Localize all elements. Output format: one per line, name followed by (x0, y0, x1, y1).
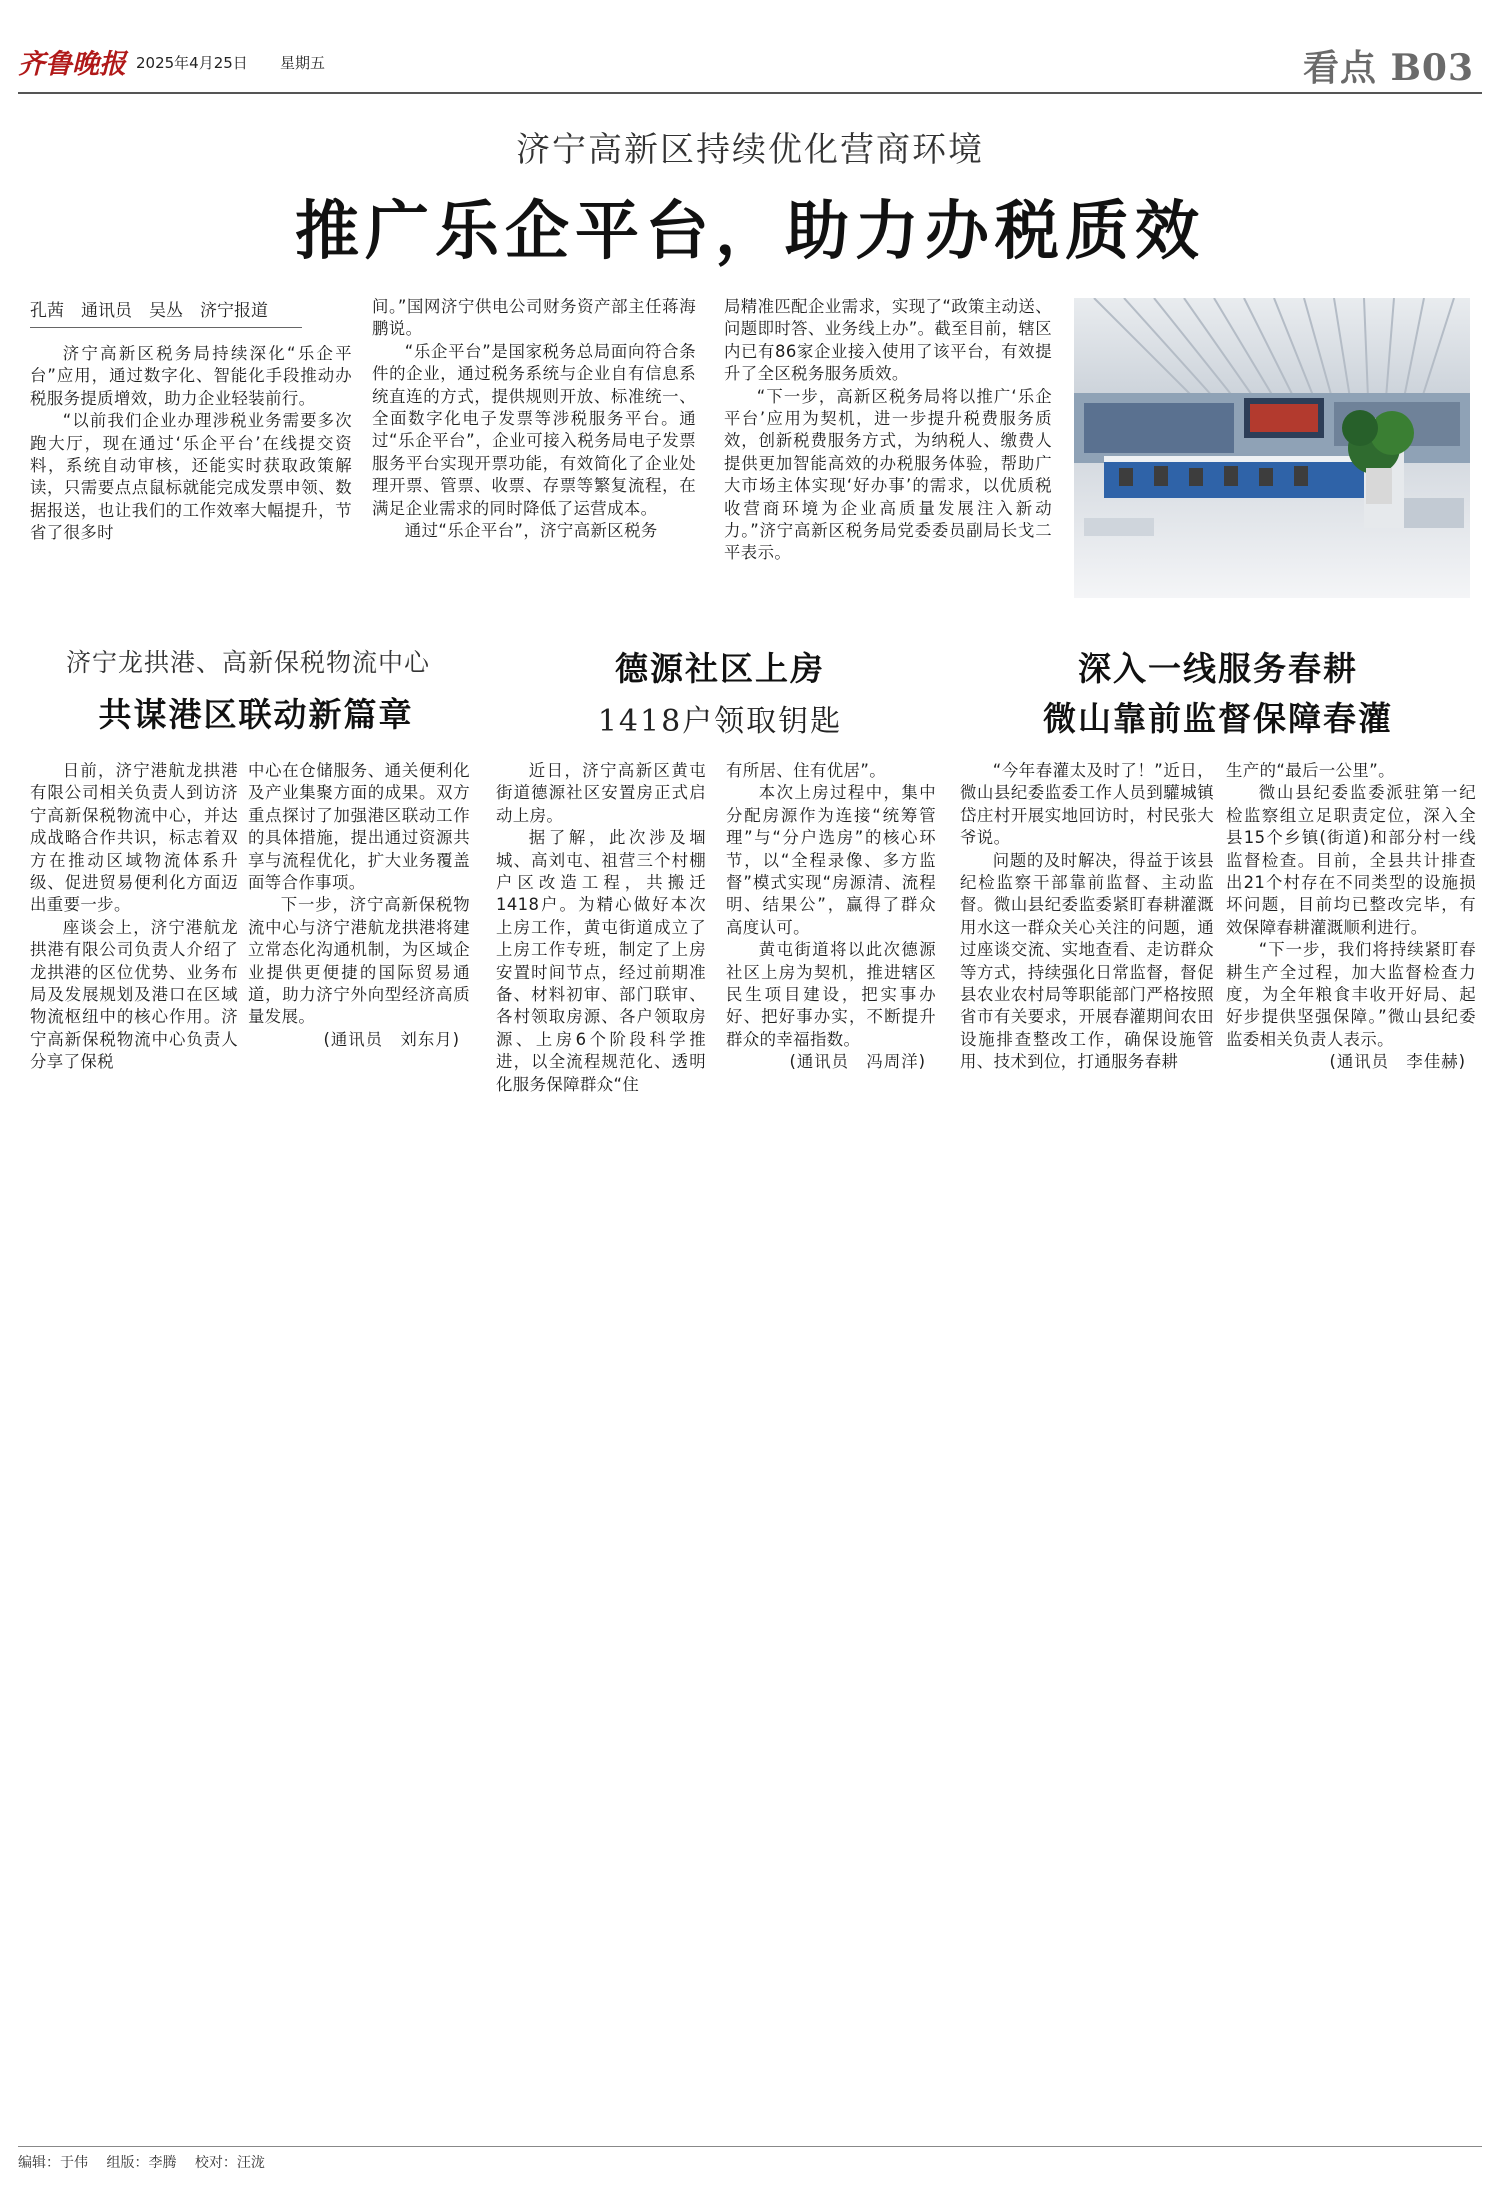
story-kicker: 济宁龙拱港、高新保税物流中心 (66, 648, 431, 677)
reporter-credit: (通讯员 刘东月) (323, 1029, 460, 1049)
newspaper-logo: 齐鲁晚报 (18, 49, 126, 80)
story-subheadline: 微山靠前监督保障春灌 (1043, 699, 1393, 738)
story-subheadline: 1418户领取钥匙 (597, 704, 843, 739)
paragraph: 近日，济宁高新区黄屯街道德源社区安置房正式启动上房。 (496, 761, 706, 825)
paragraph-continued: 间。”国网济宁供电公司财务资产部主任蒋海鹏说。 (372, 297, 696, 339)
page-footer (18, 2152, 279, 2172)
paragraph: “下一步，高新区税务局将以推广‘乐企平台’应用为契机，进一步提升税费服务质效，创新税费服务方式，为纳税人、缴费人提供更加智能高效的办税服务体验，帮助广大市场主体实现‘好办事’的需求，以优质税收营商环境为企业高质量发展注入新动力。”济宁高新区税务局党委委员副局长戈二平表示。 (724, 386, 1052, 563)
paragraph: “乐企平台”是国家税务总局面向符合条件的企业，通过税务系统与企业自有信息系统直连的方式，提供规则开放、标准统一、全面数字化电子发票等涉税服务平台。通过“乐企平台”，企业可接入税务局电子发票服务平台实现开票功能，有效简化了企业处理开票、管票、收票、存票等繁复流程，在满足企业需求的同时降低了运营成本。 (372, 341, 696, 518)
main-story-column-3 (724, 296, 1052, 565)
paragraph-continued: 局精准匹配企业需求，实现了“政策主动送、问题即时答、业务线上办”。截至目前，辖区内已有86家企业接入使用了该平台，有效提升了全区税务服务质效。 (724, 297, 1052, 384)
section-page-label: 看点 B03 (1302, 47, 1474, 89)
main-story-column-1 (30, 343, 352, 545)
story-headline: 德源社区上房 (615, 649, 825, 688)
story-column (30, 760, 238, 1074)
paragraph-continued: 生产的“最后一公里”。 (1226, 761, 1395, 780)
paragraph-continued: 中心在仓储服务、通关便利化及产业集聚方面的成果。双方重点探讨了加强港区联动工作的具体措施，提出通过资源共享与流程优化，扩大业务覆盖面等合作事项。 (248, 761, 470, 893)
paragraph: “以前我们企业办理涉税业务需要多次跑大厅，现在通过‘乐企平台’在线提交资料，系统自动审核，还能实时获取政策解读，只需要点点鼠标就能完成发票申领、数据报送，也让我们的工作效率大幅提升，节省了很多时 (30, 411, 352, 543)
paragraph: 下一步，济宁高新保税物流中心与济宁港航龙拱港将建立常态化沟通机制，为区域企业提供更便捷的国际贸易通道，助力济宁外向型经济高质量发展。 (248, 895, 470, 1027)
main-story-column-2 (372, 296, 696, 542)
story-column (960, 760, 1214, 1074)
paragraph: 黄屯街道将以此次德源社区上房为契机，推进辖区民生项目建设，把实事办好、把好事办实，不断提升群众的幸福指数。 (726, 940, 936, 1049)
story-column (496, 760, 706, 1096)
main-story-kicker: 济宁高新区持续优化营商环境 (516, 130, 984, 170)
layout-credit: 组版：李腾 (106, 2155, 177, 2171)
editor-credit: 编辑：于伟 (18, 2155, 88, 2171)
paragraph: 本次上房过程中，集中分配房源作为连接“统筹管理”与“分户选房”的核心环节，以“全程录像、多方监督”模式实现“房源清、流程明、结果公”，赢得了群众高度认可。 (726, 783, 936, 937)
paragraph: 据了解，此次涉及堌城、高刘屯、祖营三个村棚户区改造工程，共搬迁1418户。为精心做好本次上房工作，黄屯街道成立了上房工作专班，制定了上房安置时间节点，经过前期准备、材料初审、部门联审、各村领取房源、各户领取房源、上房6个阶段科学推进，以全流程规范化、透明化服务保障群众“住 (496, 828, 706, 1094)
paragraph: 问题的及时解决，得益于该县纪检监察干部靠前监督、主动监督。微山县纪委监委紧盯春耕灌溉用水这一群众关心关注的问题，通过座谈交流、实地查看、走访群众等方式，持续强化日常监督，督促县农业农村局等职能部门严格按照省市有关要求，开展春灌期间农田设施排查整改工作，确保设施管用、技术到位，打通服务春耕 (960, 850, 1214, 1072)
paragraph: 济宁高新区税务局持续深化“乐企平台”应用，通过数字化、智能化手段推动办税服务提质增效，助力企业轻装前行。 (30, 344, 352, 408)
paragraph: “下一步，我们将持续紧盯春耕生产全过程，加大监督检查力度，为全年粮食丰收开好局、起好步提供坚强保障。”微山县纪委监委相关负责人表示。 (1226, 940, 1476, 1049)
tax-service-hall-photo (1074, 298, 1470, 598)
proofreader-credit: 校对：汪泷 (194, 2155, 265, 2171)
publication-date: 2025年4月25日 (136, 54, 248, 72)
paragraph: 座谈会上，济宁港航龙拱港有限公司负责人介绍了龙拱港的区位优势、业务布局及发展规划及港口在区域物流枢纽中的核心作用。济宁高新保税物流中心负责人分享了保税 (30, 917, 238, 1072)
main-story-byline: 孔茜 通讯员 吴丛 济宁报道 (30, 296, 302, 328)
paragraph-continued: 有所居、住有优居”。 (726, 761, 887, 780)
masthead-divider (18, 92, 1482, 94)
story-column (248, 760, 470, 1051)
footer-divider (18, 2146, 1482, 2147)
story-headline: 共谋港区联动新篇章 (98, 695, 414, 734)
paragraph: 日前，济宁港航龙拱港有限公司相关负责人到访济宁高新保税物流中心，并达成战略合作共识，标志着双方在推动区域物流体系升级、促进贸易便利化方面迈出重要一步。 (30, 761, 238, 915)
masthead (18, 40, 1482, 92)
publication-weekday: 星期五 (280, 54, 326, 72)
story-headline: 深入一线服务春耕 (1078, 649, 1358, 688)
story-column (1226, 760, 1476, 1074)
paragraph: “今年春灌太及时了！”近日，微山县纪委监委工作人员到驩城镇岱庄村开展实地回访时，村民张大爷说。 (960, 761, 1214, 848)
reporter-credit: (通讯员 冯周洋) (789, 1052, 926, 1072)
main-story-headline: 推广乐企平台，助力办税质效 (295, 194, 1205, 269)
paragraph: 通过“乐企平台”，济宁高新区税务 (404, 521, 658, 541)
story-column (726, 760, 936, 1074)
reporter-credit: (通讯员 李佳赫) (1329, 1052, 1466, 1072)
paragraph: 微山县纪委监委派驻第一纪检监察组立足职责定位，深入全县15个乡镇(街道)和部分村一线监督检查。目前，全县共计排查出21个村存在不同类型的设施损坏问题，目前均已整改完毕，有效保障春耕灌溉顺利进行。 (1226, 783, 1476, 937)
